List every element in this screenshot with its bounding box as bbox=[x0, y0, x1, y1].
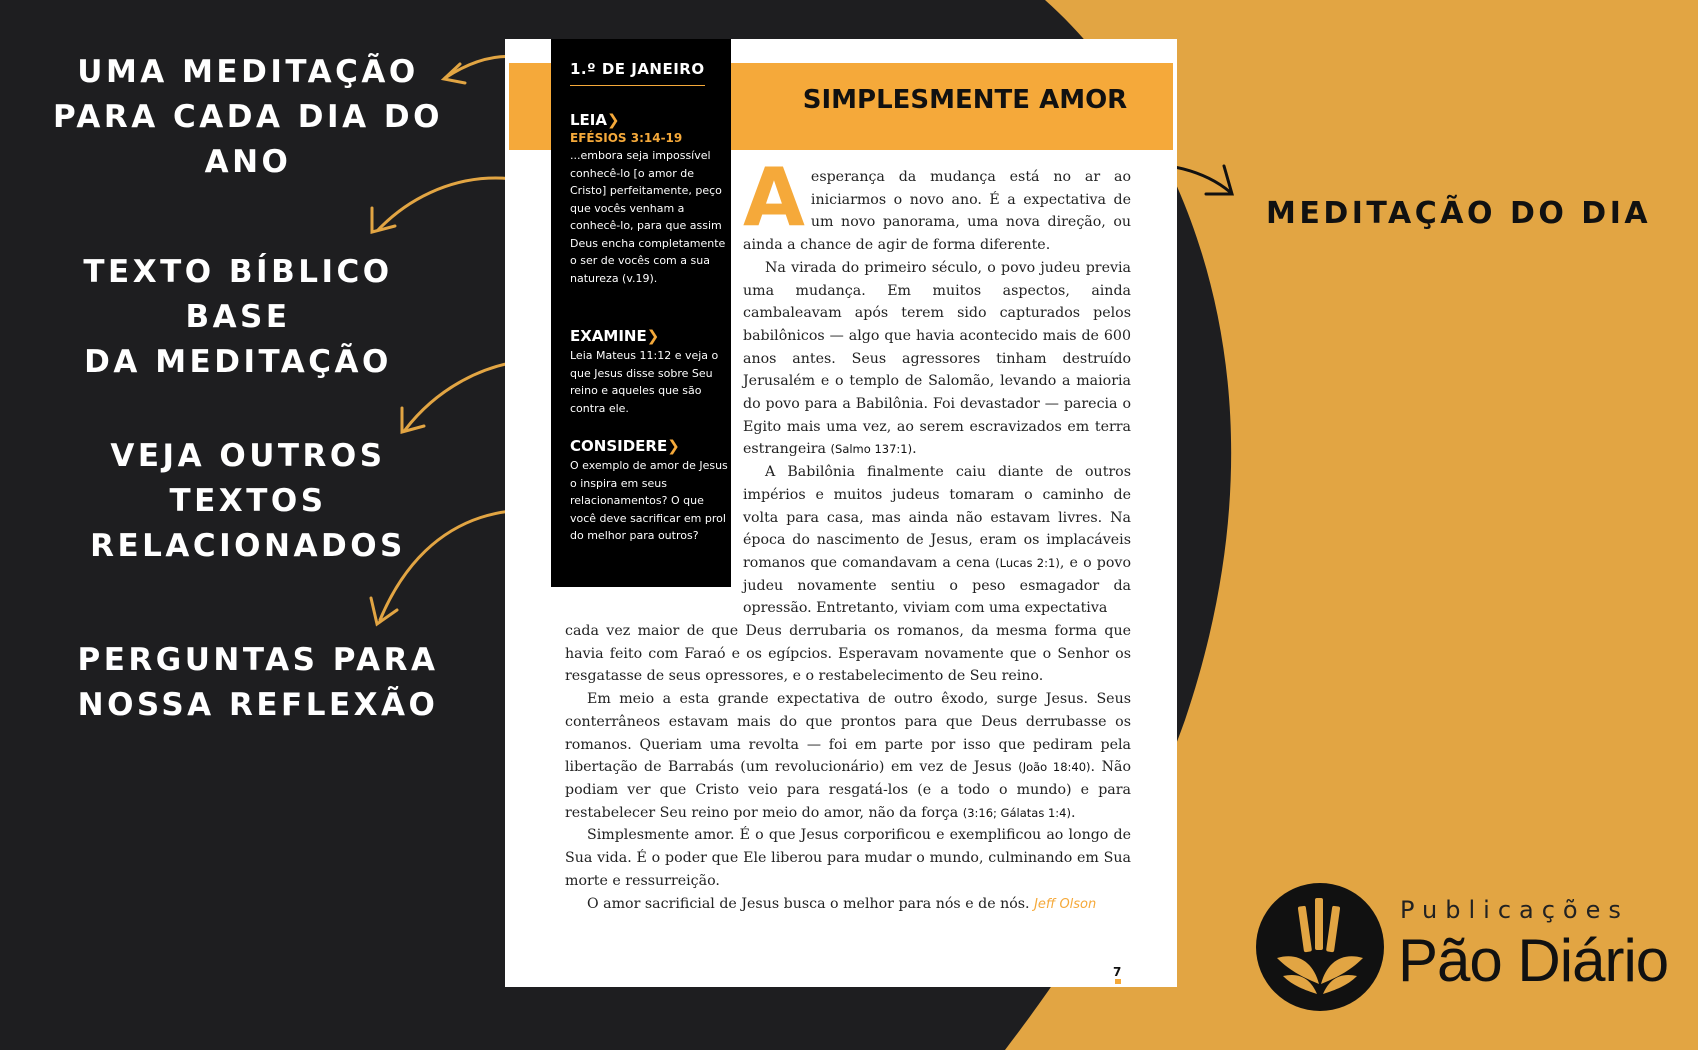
annotation-outros-textos bbox=[38, 434, 458, 569]
paragraph bbox=[565, 824, 1131, 892]
chevron-right-icon: ❯ bbox=[667, 437, 680, 455]
considere-heading-text: CONSIDERE bbox=[570, 437, 668, 455]
annotation-meditacao-dia bbox=[48, 50, 448, 185]
page-number-mark bbox=[1115, 979, 1121, 984]
paragraph bbox=[743, 461, 1131, 620]
logo-wordmark: Pão Diário bbox=[1398, 927, 1669, 994]
annotation-line: UMA MEDITAÇÃO bbox=[77, 54, 419, 90]
considere-text: O exemplo de amor de Jesus o inspira em seus relacionamentos? O que você deve sacrificar em prol do melhor para outros? bbox=[570, 459, 728, 542]
author: Jeff Olson bbox=[1034, 896, 1097, 912]
paragraph-text: . Não podiam ver que Cristo veio para resgatá-los (e a todo o mundo) e para restabelecer Seu reino por meio do amor, não da força bbox=[565, 759, 1132, 821]
chevron-right-icon: ❯ bbox=[646, 327, 660, 345]
examine-heading-text: EXAMINE bbox=[570, 327, 647, 345]
paragraph bbox=[565, 620, 1131, 688]
arrow-leia-head bbox=[372, 208, 395, 232]
annotation-line: NOSSA REFLEXÃO bbox=[77, 687, 439, 723]
page-title: SIMPLESMENTE AMOR bbox=[802, 85, 1128, 115]
paragraph-text: . bbox=[1070, 804, 1076, 821]
leia-reference: EFÉSIOS 3:14-19 bbox=[570, 131, 683, 145]
date-label: 1.º DE JANEIRO bbox=[570, 60, 705, 78]
leia-text: ...embora seja impossível conhecê-lo [o amor de Cristo] perfeitamente, peço que vocês venham a conhecê-lo, para que assim Deus encha completamente o ser de vocês com a sua natureza (v.19). bbox=[570, 149, 726, 285]
paragraph bbox=[565, 893, 1131, 917]
paragraph-text: Simplesmente amor. É o que Jesus corporificou e exemplificou ao longo de Sua vida. É o poder que Ele liberou para mudar o mundo, culminando em Sua morte e ressurreição. bbox=[565, 827, 1131, 889]
annotation-meditacao-do-dia: MEDITAÇÃO DO DIA bbox=[1266, 196, 1652, 231]
logo-subtitle: Publicações bbox=[1400, 896, 1629, 924]
annotation-perguntas bbox=[58, 638, 458, 728]
devotional-page bbox=[505, 39, 1177, 987]
annotation-line: ANO bbox=[204, 144, 292, 180]
annotation-line: PARA CADA DIA DO bbox=[53, 99, 443, 135]
leia-heading bbox=[570, 111, 620, 129]
paragraph-text: O amor sacrificial de Jesus busca o melhor para nós e de nós. bbox=[587, 895, 1030, 912]
paragraph-text: . bbox=[912, 441, 917, 458]
paragraph bbox=[743, 257, 1131, 461]
drop-cap: A bbox=[743, 151, 805, 244]
annotation-line: TEXTO BÍBLICO BASE bbox=[83, 254, 393, 335]
paragraph-text: esperança da mudança está no ar ao iniciarmos o novo ano. É a expectativa de um novo panorama, uma nova direção, ou ainda a chance de agir de forma diferente. bbox=[743, 169, 1131, 254]
chevron-right-icon: ❯ bbox=[607, 111, 620, 129]
examine-text: Leia Mateus 11:12 e veja o que Jesus disse sobre Seu reino e aqueles que são contra ele. bbox=[570, 349, 719, 415]
page-number: 7 bbox=[1113, 965, 1122, 979]
annotation-line: PERGUNTAS PARA bbox=[77, 642, 439, 678]
paragraph-text: Em meio a esta grande expectativa de outro êxodo, surge Jesus. Seus conterrâneos estavam mais do que prontos para que Deus derrubasse os romanos. Queriam uma revolta — foi em parte por isso que pediram pela libertação de Barrabás (um revolucionário) em vez de Jesus bbox=[565, 691, 1131, 776]
leia-heading-text: LEIA bbox=[570, 111, 607, 129]
annotation-line: DA MEDITAÇÃO bbox=[84, 344, 392, 380]
paragraph-text: , e o povo judeu novamente sentiu o peso esmagador da opressão. Entretanto, viviam com uma expectativa bbox=[743, 554, 1131, 617]
paragraph bbox=[565, 688, 1131, 824]
scripture-ref: (Salmo 137:1) bbox=[830, 442, 913, 457]
annotation-texto-biblico bbox=[38, 250, 438, 385]
paragraph-text: Na virada do primeiro século, o povo judeu previa uma mudança. Em muitos aspectos, ainda cambaleavam após terem sido capturados pelos babilônicos — algo que havia acontecido mais de 600 anos antes. Seus agressores tinham destruído Jerusalém e o templo de Salomão, levando a maioria do povo para a Babilônia. Foi devastador — parecia o Egito mais uma vez, ao serem escravizados em terra estrangeira bbox=[743, 259, 1131, 458]
pao-diario-logo-icon bbox=[1253, 880, 1387, 1014]
meditation-body bbox=[565, 151, 1132, 916]
scripture-ref: (João 18:40) bbox=[1018, 760, 1091, 775]
paragraph-text: A Babilônia finalmente caiu diante de outros impérios e muitos judeus tomaram o caminho de volta para casa, mas ainda não estavam livres. Na época do nascimento de Jesus, eram os implacáveis romanos que comandavam a cena bbox=[743, 464, 1131, 571]
paragraph-text: cada vez maior de que Deus derrubaria os romanos, da mesma forma que havia feito com Faraó e os egípcios. Esperavam novamente que o Senhor os resgatasse de seus opressores, e o restabelecimento de Seu reino. bbox=[565, 623, 1131, 685]
annotation-line: VEJA OUTROS TEXTOS bbox=[110, 438, 386, 519]
date-divider bbox=[570, 85, 705, 86]
scripture-ref: (3:16; Gálatas 1:4) bbox=[962, 805, 1071, 820]
scripture-ref: (Lucas 2:1) bbox=[995, 555, 1060, 570]
paragraph bbox=[743, 151, 1131, 257]
annotation-line: RELACIONADOS bbox=[90, 528, 406, 564]
